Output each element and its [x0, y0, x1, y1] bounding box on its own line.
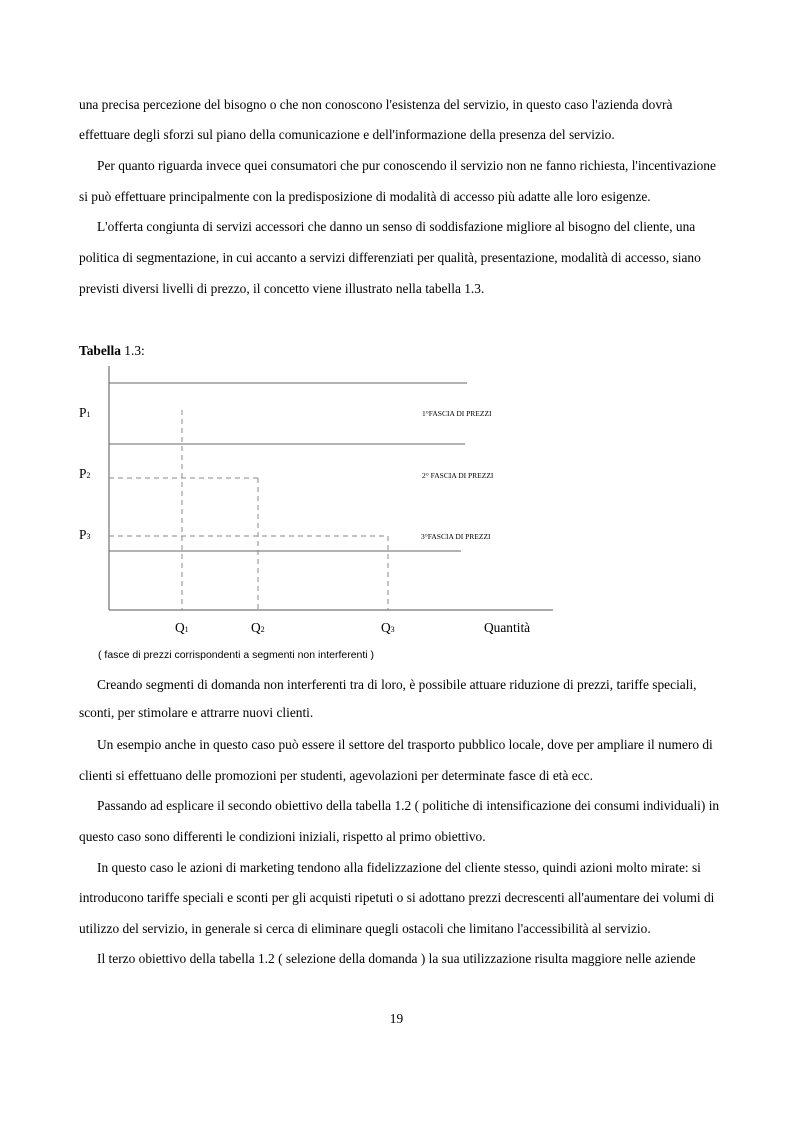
- page-number: 19: [389, 1011, 404, 1026]
- text-line: politica di segmentazione, in cui accanto a servizi differenziati per qualità, presentazione, modalità di accesso, siano: [79, 250, 701, 265]
- q3-label: Q3: [381, 620, 395, 635]
- band-label-1: 1°FASCIA DI PREZZI: [422, 409, 492, 418]
- band-label-2: 2° FASCIA DI PREZZI: [422, 471, 494, 480]
- figure-note: ( fasce di prezzi corrispondenti a segmenti non interferenti ): [98, 649, 375, 661]
- q2-label: Q2: [251, 620, 265, 635]
- text-line: Creando segmenti di domanda non interferenti tra di loro, è possibile attuare riduzione di prezzi, tariffe speciali,: [97, 677, 697, 692]
- text-line: si può effettuare principalmente con la predisposizione di modalità di accesso più adatte alle loro esigenze.: [79, 189, 651, 204]
- table-caption-bold: Tabella: [79, 343, 121, 358]
- text-line: introducono tariffe speciali e sconti per gli acquisti ripetuti o si adottano prezzi decrescenti all'aumentare dei volumi di: [79, 890, 715, 905]
- text-line: previsti diversi livelli di prezzo, il concetto viene illustrato nella tabella 1.3.: [79, 281, 485, 296]
- text-line: clienti si effettuano delle promozioni per studenti, agevolazioni per determinate fasce di età ecc.: [79, 768, 593, 783]
- band-label-3: 3°FASCIA DI PREZZI: [421, 532, 491, 541]
- text-line: utilizzo del servizio, in generale si cerca di eliminare quegli ostacoli che limitano l'accessibilità al servizio.: [79, 921, 651, 936]
- p1-label: P1: [79, 405, 91, 420]
- text-line: questo caso sono differenti le condizioni iniziali, rispetto al primo obiettivo.: [79, 829, 486, 844]
- p3-label: P3: [79, 527, 91, 542]
- text-line: effettuare degli sforzi sul piano della comunicazione e dell'informazione della presenza del servizio.: [79, 127, 615, 142]
- q1-label: Q1: [175, 620, 189, 635]
- text-line: L'offerta congiunta di servizi accessori che danno un senso di soddisfazione migliore al bisogno del cliente, una: [97, 219, 696, 234]
- text-line: Per quanto riguarda invece quei consumatori che pur conoscendo il servizio non ne fanno richiesta, l'incentivazione: [97, 158, 716, 173]
- text-line: Il terzo obiettivo della tabella 1.2 ( selezione della domanda ) la sua utilizzazione risulta maggiore nelle aziende: [97, 951, 696, 966]
- x-axis-label: Quantità: [484, 620, 531, 635]
- p2-label: P2: [79, 466, 91, 481]
- text-line: Un esempio anche in questo caso può essere il settore del trasporto pubblico locale, dove per ampliare il numero di: [97, 737, 713, 752]
- text-line: In questo caso le azioni di marketing tendono alla fidelizzazione del cliente stesso, quindi azioni molto mirate: si: [97, 860, 701, 875]
- text-line: una precisa percezione del bisogno o che non conoscono l'esistenza del servizio, in questo caso l'azienda dovrà: [79, 97, 673, 112]
- text-line: Passando ad esplicare il secondo obiettivo della tabella 1.2 ( politiche di intensificazione dei consumi individuali) in: [97, 798, 720, 813]
- text-line: sconti, per stimolare e attrarre nuovi clienti.: [79, 705, 314, 720]
- table-caption-rest: 1.3:: [120, 343, 145, 358]
